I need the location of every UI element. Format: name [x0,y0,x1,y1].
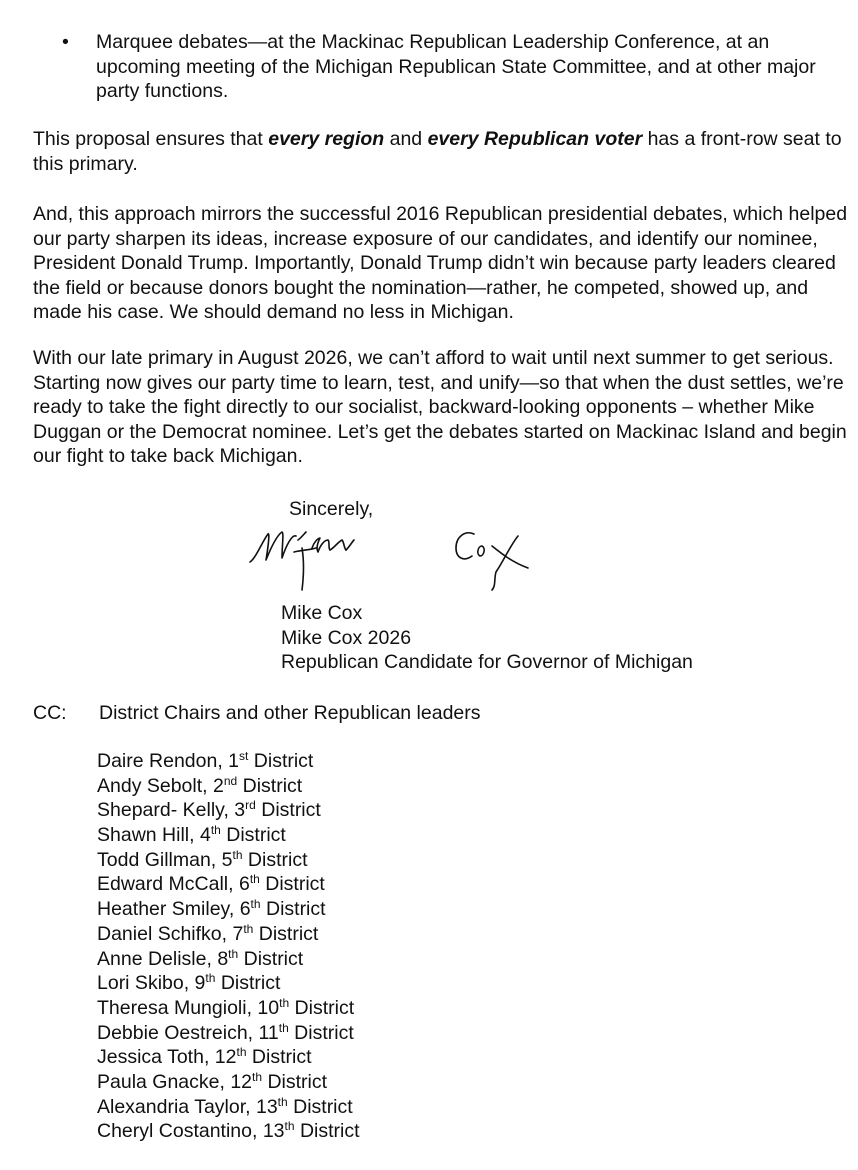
signature-block [281,601,693,675]
signer-campaign: Mike Cox 2026 [281,626,412,649]
closing-salutation: Sincerely, [289,498,374,520]
cc-recipient: Heather Smiley, 6th District [97,897,326,921]
cc-recipient: Anne Delisle, 8th District [97,946,304,970]
cc-recipient-list [97,749,360,1144]
cc-recipient: Shepard- Kelly, 3rd District [97,798,321,822]
paragraph-proposal-part1: This proposal ensures that [33,128,269,150]
cc-recipient: Edward McCall, 6th District [97,872,325,896]
cc-recipient: Todd Gillman, 5th District [97,847,308,871]
emphasis-every-voter: every Republican voter [427,128,643,150]
cc-recipient: Alexandria Taylor, 13th District [97,1094,353,1118]
cc-recipient: Debbie Oestreich, 11th District [97,1020,354,1044]
paragraph-proposal-part3: has a front-row seat to this primary. [33,128,842,175]
bullet-text: Marquee debates—at the Mackinac Republican Leadership Conference, at an upcoming meeting of the Michigan Republican State Committee, and at other major party functions. [96,31,816,102]
cc-recipient: Paula Gnacke, 12th District [97,1069,328,1093]
cc-recipient: Lori Skibo, 9th District [97,971,281,995]
handwritten-signature [246,512,546,594]
cc-recipient: Andy Sebolt, 2nd District [97,773,303,797]
signer-name: Mike Cox [281,602,363,624]
paragraph-proposal-part2: and [384,128,428,150]
cc-recipient: Daniel Schifko, 7th District [97,921,319,945]
cc-title: District Chairs and other Republican leaders [99,702,481,724]
cc-label: CC: [33,702,67,724]
cc-recipient: Jessica Toth, 12th District [97,1045,312,1069]
paragraph-debates: And, this approach mirrors the successful 2016 Republican presidential debates, which helped our party sharpen its ideas, increase exposure of our candidates, and identify our nominee, President Donald Trump. Importantly, Donald Trump didn’t win because party leaders cleared the field or because donors bought the nomination—rather, he competed, showed up, and made his case. We should demand no less in Michigan. [33,203,848,323]
cc-recipient: Theresa Mungioli, 10th District [97,995,355,1019]
cc-recipient: Cheryl Costantino, 13th District [97,1119,360,1143]
signer-title: Republican Candidate for Governor of Michigan [281,651,693,673]
cc-recipient: Shawn Hill, 4th District [97,823,286,847]
paragraph-proposal [33,127,855,176]
emphasis-every-region: every region [268,128,385,150]
paragraph-primary: With our late primary in August 2026, we can’t afford to wait until next summer to get serious. Starting now gives our party time to learn, test, and unify—so that when the dust settles, we’re ready to take the fight directly to our socialist, backward-looking opponents – whether Mike Duggan or the Democrat nominee. Let’s get the debates started on Mackinac Island and begin our fight to take back Michigan. [33,347,847,467]
cc-recipient: Daire Rendon, 1st District [97,749,314,772]
bullet-marker: • [62,31,69,53]
